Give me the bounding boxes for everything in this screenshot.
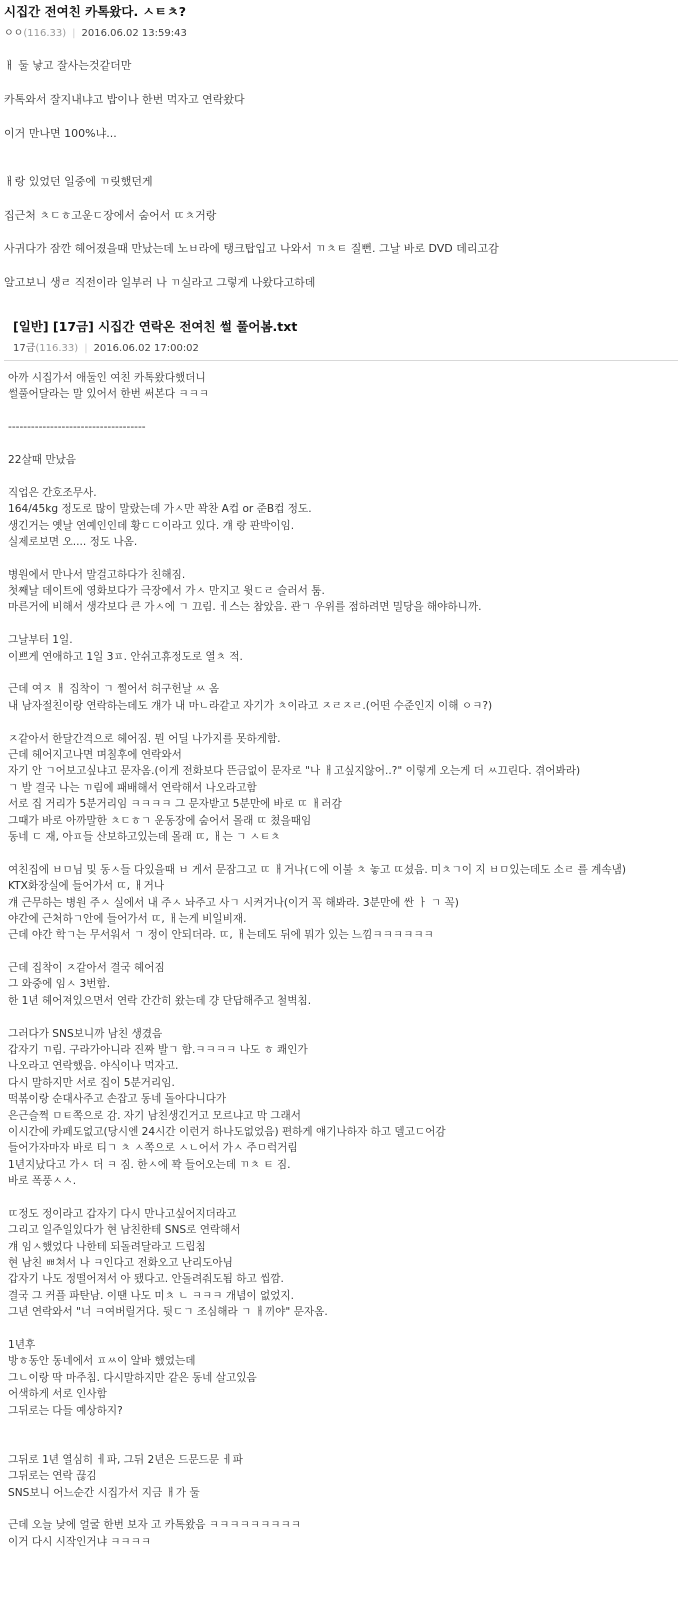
- body-line: 병원에서 만나서 말걸고하다가 친해짐.: [8, 568, 186, 581]
- body-line: 카톡와서 잘지내냐고 밥이나 한번 먹자고 연락왔다: [4, 93, 245, 106]
- body-line: 1년지났다고 가ㅅ 더 ㅋ 짐. 한ㅅ에 꽉 들어오는데 ㄲㅊ ㅌ 짐.: [8, 1158, 291, 1171]
- quoted-post-header[interactable]: [3, 305, 678, 354]
- post-datetime: 2016.06.02 13:59:43: [81, 28, 187, 39]
- body-line: 갑자기 나도 정떨어져서 아 됐다고. 안돌려줘도됨 하고 씹깜.: [8, 1273, 284, 1286]
- body-line: ㄱ 발 결국 나는 ㄲ림에 패배해서 연락해서 나오라고함: [8, 781, 257, 794]
- body-line: 22살때 만났음: [8, 453, 77, 466]
- body-line: 자기 안 ㄱ어보고싶냐고 문자옴.(이게 전화보다 뜬금없이 문자로 "나 ㅐ고싶지않어..?" 이렇게 오는게 더 ㅆ끄린다. 겪어봐라): [8, 765, 581, 778]
- body-line: 첫째날 데이트에 영화보다가 극장에서 가ㅅ 만지고 윗ㄷㄹ 슬러서 툼.: [8, 585, 325, 598]
- post-datetime: 2016.06.02 17:00:02: [93, 343, 199, 354]
- body-line: 여친집에 ㅂㅁ님 및 동ㅅ들 다있을때 ㅂ 게서 문잠그고 ㄸ ㅐ거나(ㄷ에 이불 ㅊ 놓고 ㄸ셨음. 미ㅊㄱ이 지 ㅂㅁ있는데도 소ㄹ 를 계속냄): [8, 863, 626, 876]
- blank-line: [8, 1009, 688, 1025]
- blank-line: [8, 468, 688, 484]
- body-line: 집근처 ㅊㄷㅎ고운ㄷ장에서 숨어서 ㄸㅊ거랑: [4, 209, 217, 222]
- body-line: 결국 그 커플 파탄남. 이땐 나도 미ㅊ ㄴ ㅋㅋㅋ 개념이 없었지.: [8, 1289, 295, 1302]
- author-ip: (116.33): [23, 28, 67, 39]
- body-line: 이시간에 카페도없고(당시엔 24시간 이런거 하나도없었음) 편하게 얘기나하자 하고 델고ㄷ어감: [8, 1125, 446, 1138]
- body-line: 동네 ㄷ 재, 아ㅍ들 산보하고있는데 몰래 ㄸ, ㅐ는 ㄱ ㅅㅌㅊ: [8, 830, 281, 843]
- blank-line: [8, 436, 688, 452]
- body-line: 그뒤로는 연락 끊김: [8, 1470, 97, 1483]
- body-line: ------------------------------------: [8, 421, 146, 434]
- body-line: 그년 연락와서 "너 ㅋ여버릴거다. 뒷ㄷㄱ 조심해라 ㄱ ㅐ끼야" 문자옴.: [8, 1306, 328, 1319]
- body-line: 그러다가 SNS보니까 남친 생겼음: [8, 1027, 163, 1040]
- body-line: 나오라고 연락했음. 야식이나 먹자고.: [8, 1060, 179, 1073]
- body-line: 그ㄴ이랑 딱 마주침. 다시말하지만 같은 동네 살고있음: [8, 1371, 257, 1384]
- author-name[interactable]: ㅇㅇ: [4, 28, 24, 39]
- body-line: 근데 오늘 낮에 얼굴 한번 보자 고 카톡왔음 ㅋㅋㅋㅋㅋㅋㅋㅋㅋ: [8, 1519, 302, 1532]
- body-line: 아까 시집가서 애둘인 여친 카톡왔다했더니: [8, 372, 206, 384]
- body-line: 그리고 일주일있다가 현 남친한테 SNS로 연락해서: [8, 1224, 241, 1237]
- header-divider: [4, 360, 678, 361]
- body-line: ㅐ랑 있었던 일중에 ㄲ릿했던게: [4, 175, 153, 188]
- body-line: 걔 임ㅅ했었다 나한테 되돌려달라고 드립침: [8, 1240, 206, 1253]
- quoted-post-body: [8, 370, 688, 1550]
- body-line: 갑자기 ㄲ림. 구라가아니라 진짜 발ㄱ 함.ㅋㅋㅋㅋ 나도 ㅎ 쾌인가: [8, 1044, 308, 1057]
- body-line: 다시 말하지만 서로 집이 5분거리임.: [8, 1076, 175, 1089]
- body-line: 이쁘게 연애하고 1일 3ㅍ. 안쉬고휴정도로 열ㅊ 적.: [8, 650, 243, 663]
- blank-line: [8, 1190, 688, 1206]
- body-line: 그뒤로는 다들 예상하지?: [8, 1404, 123, 1417]
- blank-line: [8, 1435, 688, 1451]
- body-line: 근데 여ㅈ ㅐ 집착이 ㄱ 쩔어서 허구헌날 ㅆ 옴: [8, 683, 220, 696]
- body-line: KTX화장실에 들어가서 ㄸ, ㅐ거나: [8, 880, 165, 893]
- body-line: 썰풀어달라는 말 있어서 한번 써본다 ㅋㅋㅋ: [8, 388, 210, 401]
- body-line: 야간에 근처하ㄱ안에 들어가서 ㄸ, ㅐ는게 비일비재.: [8, 912, 247, 925]
- blank-line: [8, 616, 688, 632]
- body-line: 1년후: [8, 1339, 36, 1352]
- body-line: 이거 만나면 100%냐...: [4, 127, 117, 140]
- blank-line: [8, 403, 688, 419]
- post-title[interactable]: 시집간 전여친 카톡왔다. ㅅㅌㅊ?: [4, 4, 187, 19]
- body-line: 직업은 간호조무사.: [8, 486, 97, 499]
- blank-line: [8, 1321, 688, 1337]
- body-line: 서로 집 거리가 5분거리임 ㅋㅋㅋㅋ 그 문자받고 5분만에 바로 ㄸ ㅐ러감: [8, 798, 342, 811]
- body-line: 근데 야간 학ㄱ는 무서워서 ㄱ 정이 안되더라. ㄸ, ㅐ는데도 뒤에 뭐가 있는 느낌ㅋㅋㅋㅋㅋㅋ: [8, 929, 434, 942]
- blank-line: [8, 1501, 688, 1517]
- body-line: SNS보니 어느순간 시집가서 지금 ㅐ가 둘: [8, 1486, 200, 1499]
- body-line: 그뒤로 1년 열심히 ㅔ파, 그뒤 2년은 드문드문 ㅔ파: [8, 1453, 243, 1466]
- body-line: 이거 다시 시작인거냐 ㅋㅋㅋㅋ: [8, 1535, 152, 1548]
- quoted-post-meta: [13, 339, 199, 354]
- author-ip: (116.33): [35, 343, 79, 354]
- body-line: 현 남친 ㅃ쳐서 나 ㅋ인다고 전화오고 난리도아님: [8, 1257, 233, 1270]
- body-line: 들어가자마자 바로 티ㄱ ㅊ ㅅ쪽으로 ㅅㄴ어서 가ㅅ 주ㅁ럭거림: [8, 1142, 298, 1155]
- blank-line: [8, 845, 688, 861]
- body-line: 은근슬쩍 ㅁㅌ쪽으로 감. 자기 남친생긴거고 모르냐고 막 그래서: [8, 1109, 302, 1122]
- body-line: 방ㅎ동안 동네에서 ㅍㅆ이 알바 했었는데: [8, 1355, 196, 1368]
- body-line: 그날부터 1일.: [8, 634, 73, 647]
- blank-line: [8, 714, 688, 730]
- body-line: ㅐ 둘 낳고 잘사는것같더만: [4, 59, 132, 72]
- body-line: 바로 폭풍ㅅㅅ.: [8, 1175, 77, 1188]
- body-line: 떡볶이랑 순대사주고 손잡고 동네 돌아다니다가: [8, 1093, 227, 1106]
- body-line: 164/45kg 정도로 많이 말랐는데 가ㅅ만 꽉찬 A컵 or 준B컵 정도.: [8, 503, 312, 516]
- body-line: 마른거에 비해서 생각보다 큰 가ㅅ에 ㄱ 끄림. ㅔ스는 참았음. 관ㄱ 우위를 점하려면 밀당을 해야하니까.: [8, 601, 482, 614]
- body-line: 내 남자절친이랑 연락하는데도 걔가 내 마ㄴ라같고 자기가 ㅊ이라고 ㅈㄹㅈㄹ.(어떤 수준인지 이해 ㅇㅋ?): [8, 699, 493, 712]
- blank-line: [8, 550, 688, 566]
- blank-line: [8, 944, 688, 960]
- body-line: 근데 헤어지고나면 며칠후에 연락와서: [8, 748, 182, 761]
- blank-line: [8, 665, 688, 681]
- body-line: 알고보니 생ㄹ 직전이라 일부러 나 ㄲ실라고 그렇게 나왔다고하데: [4, 276, 316, 289]
- body-line: 한 1년 헤어져있으면서 연락 간간히 왔는데 걍 단답해주고 철벽침.: [8, 994, 312, 1007]
- body-line: 실제로보면 오.... 정도 나옴.: [8, 535, 138, 548]
- body-line: 그때가 바로 아까말한 ㅊㄷㅎㄱ 운동장에 숨어서 몰래 ㄸ 쳤을때임: [8, 814, 312, 827]
- body-line: 걔 근무하는 병원 주ㅅ 실에서 내 주ㅅ 놔주고 사ㄱ 시켜거나(이거 꼭 해봐라. 3분만에 싼 ㅏ ㄱ 꼭): [8, 896, 459, 909]
- body-line: 생긴거는 옛날 연예인인데 황ㄷㄷ이라고 있다. 걔 랑 판박이임.: [8, 519, 295, 532]
- body-line: ㅈ같아서 한달간격으로 헤어짐. 뭔 어딜 나가지를 못하게함.: [8, 732, 281, 745]
- meta-divider: |: [84, 343, 88, 354]
- body-line: 근데 집착이 ㅈ같아서 결국 헤어짐: [8, 962, 165, 975]
- body-line: ㄸ정도 정이라고 갑자기 다시 만나고싶어지더라고: [8, 1207, 237, 1220]
- body-line: 어색하게 서로 인사함: [8, 1388, 107, 1401]
- body-line: 그 와중에 임ㅅ 3번함.: [8, 978, 111, 991]
- post-meta: [4, 24, 187, 39]
- quoted-post-title[interactable]: [일반] [17금] 시집간 연락온 전여친 썰 풀어봄.txt: [13, 319, 298, 334]
- body-line: 사귀다가 잠깐 헤어졌을때 만났는데 노ㅂ라에 탱크탑입고 나와서 ㄲㅊㅌ 질뻔. 그날 바로 DVD 데리고감: [4, 242, 499, 255]
- blank-line: [8, 1419, 688, 1435]
- meta-divider: |: [72, 28, 76, 39]
- author-name[interactable]: 17금: [13, 343, 36, 354]
